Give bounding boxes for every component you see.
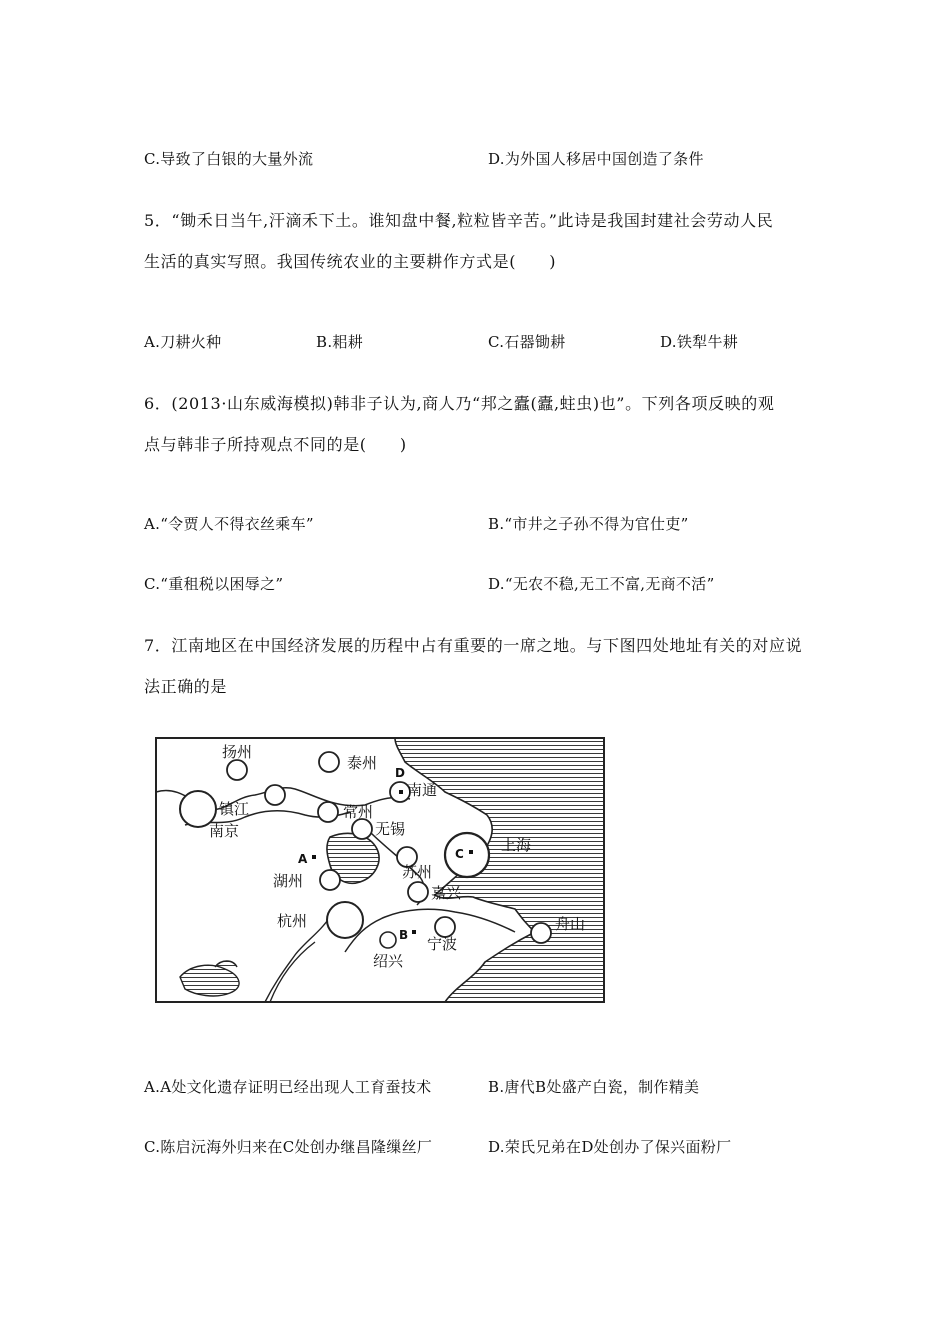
zhoushan-dot — [531, 923, 551, 943]
yangtze-delta-map — [155, 737, 605, 1003]
q5-option-a: A.刀耕火种 — [144, 333, 222, 351]
city-label-zhenjiang: 镇江 — [219, 800, 250, 818]
q6-stem-line2: 点与韩非子所持观点不同的是( ) — [144, 435, 407, 454]
city-label-shanghai: 上海 — [501, 836, 532, 854]
city-label-hangzhou: 杭州 — [277, 912, 308, 930]
marker-a-square — [312, 855, 316, 859]
q4-option-c: C.导致了白银的大量外流 — [144, 150, 314, 168]
marker-d-square — [399, 790, 403, 794]
q7-option-a: A.A处文化遗存证明已经出现人工育蚕技术 — [144, 1078, 432, 1096]
wuxi-dot — [352, 819, 372, 839]
q5-option-c: C.石器锄耕 — [488, 333, 566, 351]
city-label-zhoushan: 舟山 — [555, 915, 586, 933]
jiaxing-dot — [408, 882, 428, 902]
q6-option-a: A.“令贾人不得衣丝乘车” — [144, 515, 314, 533]
city-label-nantong: 南通 — [407, 781, 438, 799]
huzhou-dot — [320, 870, 340, 890]
city-label-wuxi: 无锡 — [375, 820, 406, 838]
q5-stem-line1: 5．“锄禾日当午,汗滴禾下土。谁知盘中餐,粒粒皆辛苦。”此诗是我国封建社会劳动人民 — [144, 211, 774, 230]
q7-stem-line1: 7．江南地区在中国经济发展的历程中占有重要的一席之地。与下图四处地址有关的对应说 — [144, 636, 803, 655]
q7-option-d: D.荣氏兄弟在D处创办了保兴面粉厂 — [488, 1138, 732, 1156]
marker-b-square — [412, 930, 416, 934]
city-label-huzhou: 湖州 — [273, 872, 304, 890]
q6-stem-line1: 6．(2013·山东威海模拟)韩非子认为,商人乃“邦之蠹(蠹,蛀虫)也”。下列各项反映的观 — [144, 394, 775, 413]
q6-option-c: C.“重租税以困辱之” — [144, 575, 284, 593]
q7-option-c: C.陈启沅海外归来在C处创办继昌隆缫丝厂 — [144, 1138, 433, 1156]
city-label-yangzhou: 扬州 — [221, 743, 253, 761]
q6-option-b: B.“市井之子孙不得为官仕吏” — [488, 515, 689, 533]
city-label-ningbo: 宁波 — [427, 935, 458, 953]
ningbo-dot — [435, 917, 455, 937]
hangzhou-dot — [327, 902, 363, 938]
taizhou-dot — [319, 752, 339, 772]
city-label-changzhou: 常州 — [343, 803, 374, 821]
q5-stem-line2: 生活的真实写照。我国传统农业的主要耕作方式是( ) — [144, 252, 557, 271]
city-label-shaoxing: 绍兴 — [373, 952, 404, 970]
jiangyin-dot — [265, 785, 285, 805]
q4-option-d: D.为外国人移居中国创造了条件 — [488, 150, 704, 168]
marker-c-square — [469, 850, 473, 854]
q7-stem-line2: 法正确的是 — [144, 677, 228, 696]
city-label-taizhou: 泰州 — [347, 754, 378, 772]
shanghai-dot — [445, 833, 489, 877]
q6-option-d: D.“无农不稳,无工不富,无商不活” — [488, 575, 715, 593]
marker-label-b: B — [399, 928, 409, 942]
yangzhou-dot — [227, 760, 247, 780]
city-label-nanjing: 南京 — [209, 822, 240, 840]
q7-option-b: B.唐代B处盛产白瓷，制作精美 — [488, 1078, 700, 1096]
shaoxing-dot — [380, 932, 396, 948]
changzhou-dot — [318, 802, 338, 822]
city-label-jiaxing: 嘉兴 — [431, 884, 462, 902]
city-label-suzhou: 苏州 — [402, 863, 433, 881]
marker-label-c: C — [455, 847, 464, 861]
q5-option-d: D.铁犁牛耕 — [660, 333, 739, 351]
marker-label-d: D — [395, 766, 405, 780]
q5-option-b: B.耜耕 — [316, 333, 363, 351]
marker-label-a: A — [298, 852, 308, 866]
